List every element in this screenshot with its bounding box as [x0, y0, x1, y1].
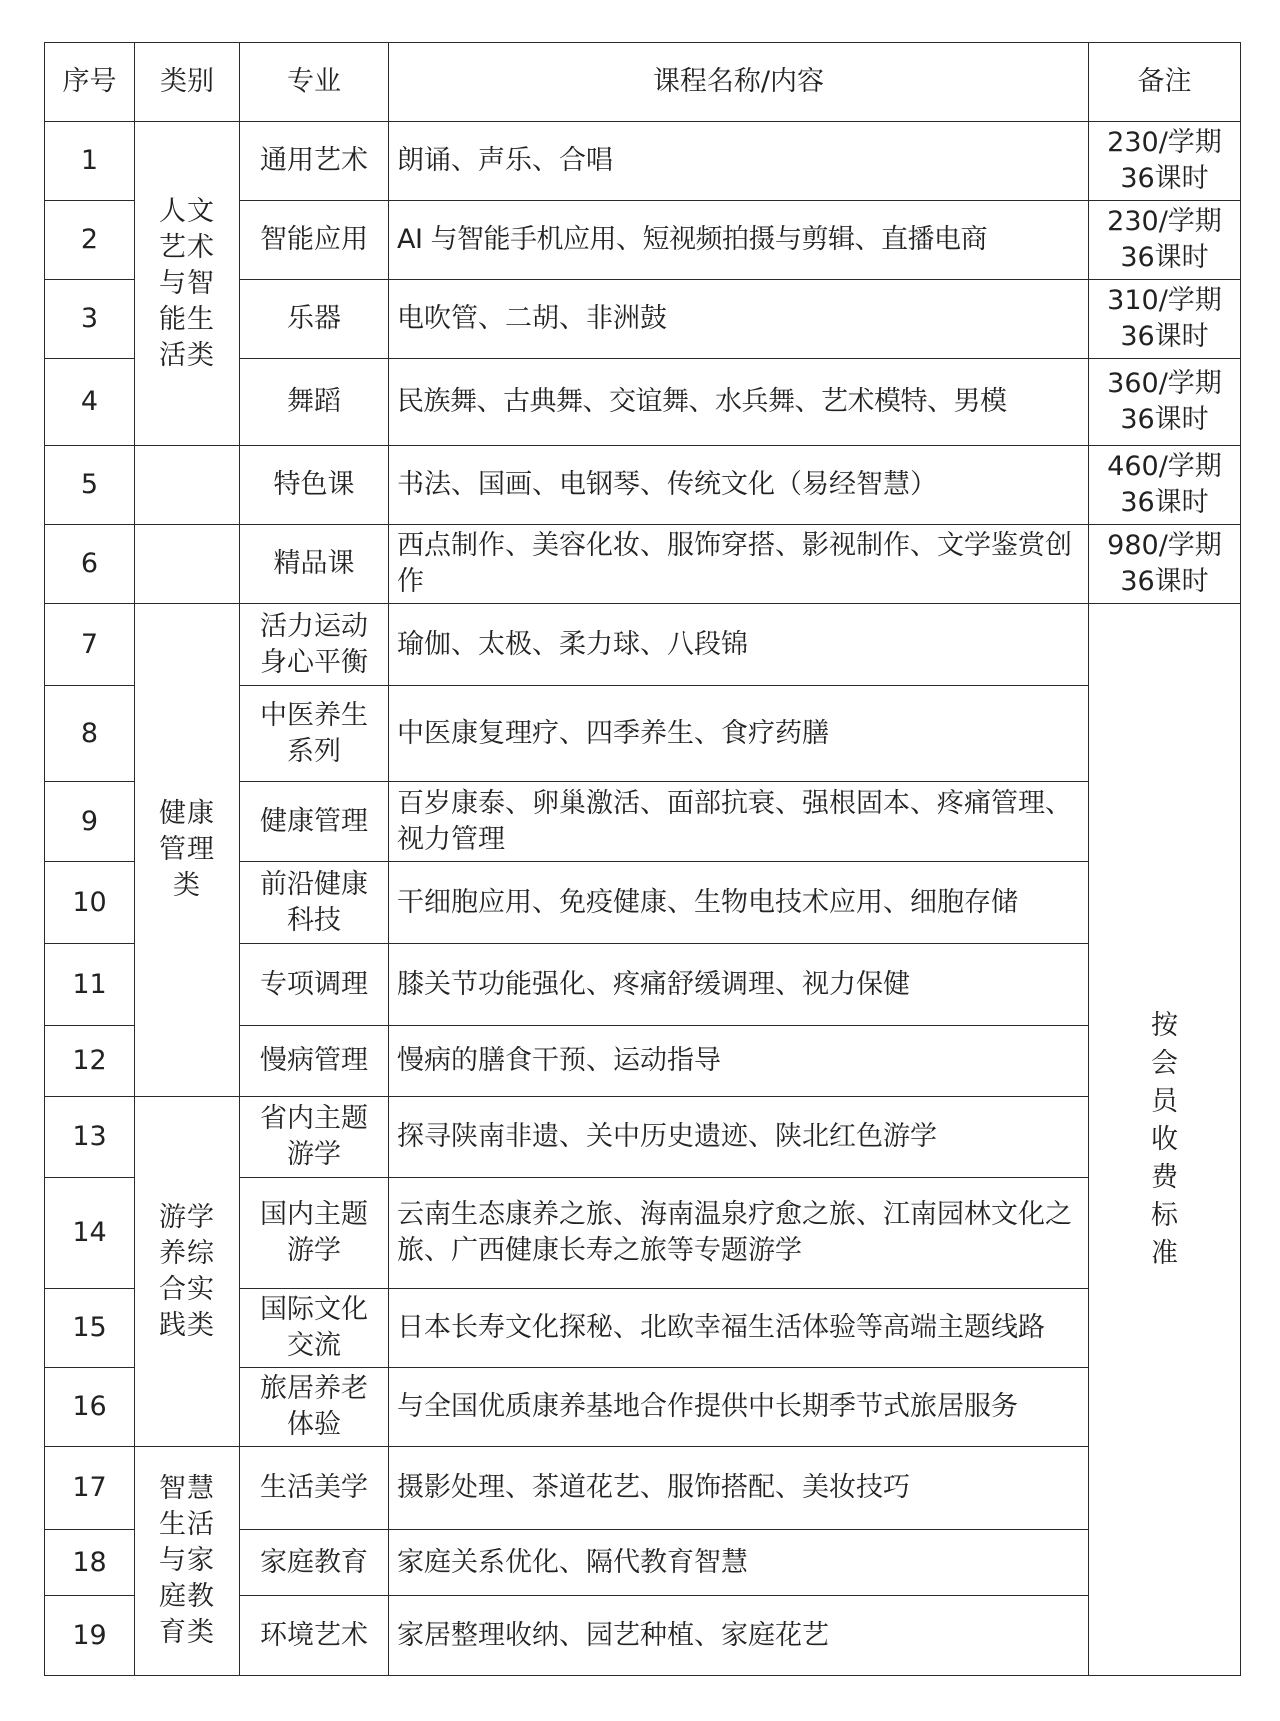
fee-hours: 36课时 — [1120, 163, 1209, 194]
row-number: 9 — [45, 782, 135, 862]
row-number: 15 — [45, 1289, 135, 1368]
major-cell: 环境艺术 — [240, 1596, 389, 1676]
fee-hours: 36课时 — [1120, 242, 1209, 273]
fee-cell — [1089, 122, 1241, 201]
content-cell: 朗诵、声乐、合唱 — [389, 122, 1089, 201]
header-seq: 序号 — [45, 43, 135, 122]
fee-hours: 36课时 — [1120, 321, 1209, 352]
row-number: 10 — [45, 862, 135, 944]
row-number: 6 — [45, 525, 135, 604]
row-number: 3 — [45, 280, 135, 359]
major-cell: 乐器 — [240, 280, 389, 359]
fee-cell — [1089, 280, 1241, 359]
fee-hours: 36课时 — [1120, 487, 1209, 518]
content-cell: 干细胞应用、免疫健康、生物电技术应用、细胞存储 — [389, 862, 1089, 944]
content-cell: 百岁康泰、卵巢激活、面部抗衰、强根固本、疼痛管理、视力管理 — [389, 782, 1089, 862]
category-cell-empty — [135, 446, 240, 525]
major-cell: 生活美学 — [240, 1447, 389, 1530]
row-number: 2 — [45, 201, 135, 280]
header-row — [45, 43, 1241, 122]
row-number: 8 — [45, 686, 135, 782]
fee-amount: 230/学期 — [1107, 206, 1222, 237]
major-cell: 前沿健康科技 — [240, 862, 389, 944]
header-note: 备注 — [1089, 43, 1241, 122]
fee-cell — [1089, 201, 1241, 280]
category-study-tour: 游学养综合实践类 — [159, 1201, 215, 1341]
major-cell: 舞蹈 — [240, 359, 389, 446]
content-cell: 探寻陕南非遗、关中历史遗迹、陕北红色游学 — [389, 1097, 1089, 1178]
member-fee-note — [1089, 604, 1241, 1676]
table-row — [45, 604, 1241, 686]
category-cell-empty — [135, 525, 240, 604]
major-cell: 中医养生系列 — [240, 686, 389, 782]
row-number: 7 — [45, 604, 135, 686]
row-number: 18 — [45, 1530, 135, 1596]
content-cell: 民族舞、古典舞、交谊舞、水兵舞、艺术模特、男模 — [389, 359, 1089, 446]
fee-hours: 36课时 — [1120, 566, 1209, 597]
fee-cell — [1089, 446, 1241, 525]
major-cell: 健康管理 — [240, 782, 389, 862]
fee-amount: 230/学期 — [1107, 127, 1222, 158]
category-humanities: 人文艺术与智能生活类 — [159, 195, 215, 371]
major-cell: 国际文化交流 — [240, 1289, 389, 1368]
row-number: 11 — [45, 944, 135, 1026]
content-cell: 家庭关系优化、隔代教育智慧 — [389, 1530, 1089, 1596]
course-table — [44, 42, 1241, 1676]
major-cell: 慢病管理 — [240, 1026, 389, 1097]
major-cell: 国内主题游学 — [240, 1178, 389, 1289]
major-cell: 旅居养老体验 — [240, 1368, 389, 1447]
content-cell: 与全国优质康养基地合作提供中长期季节式旅居服务 — [389, 1368, 1089, 1447]
table-row — [45, 525, 1241, 604]
table-row — [45, 446, 1241, 525]
row-number: 13 — [45, 1097, 135, 1178]
category-cell — [135, 1097, 240, 1447]
row-number: 14 — [45, 1178, 135, 1289]
category-wisdom: 智慧生活与家庭教育类 — [159, 1473, 215, 1648]
content-cell: 家居整理收纳、园艺种植、家庭花艺 — [389, 1596, 1089, 1676]
content-cell: 云南生态康养之旅、海南温泉疗愈之旅、江南园林文化之旅、广西健康长寿之旅等专题游学 — [389, 1178, 1089, 1289]
header-category: 类别 — [135, 43, 240, 122]
major-cell: 精品课 — [240, 525, 389, 604]
fee-cell — [1089, 359, 1241, 446]
content-cell: 摄影处理、茶道花艺、服饰搭配、美妆技巧 — [389, 1447, 1089, 1530]
row-number: 5 — [45, 446, 135, 525]
content-cell: 慢病的膳食干预、运动指导 — [389, 1026, 1089, 1097]
content-cell: 西点制作、美容化妆、服饰穿搭、影视制作、文学鉴赏创作 — [389, 525, 1089, 604]
row-number: 1 — [45, 122, 135, 201]
category-cell — [135, 122, 240, 446]
row-number: 12 — [45, 1026, 135, 1097]
major-cell: 专项调理 — [240, 944, 389, 1026]
category-health: 健康管理类 — [159, 798, 215, 901]
table-row — [45, 1097, 1241, 1178]
table-row — [45, 122, 1241, 201]
major-cell: 活力运动身心平衡 — [240, 604, 389, 686]
major-cell: 通用艺术 — [240, 122, 389, 201]
fee-amount: 360/学期 — [1107, 368, 1222, 399]
fee-amount: 310/学期 — [1107, 285, 1222, 316]
content-cell: 中医康复理疗、四季养生、食疗药膳 — [389, 686, 1089, 782]
category-cell — [135, 604, 240, 1097]
member-fee-note-text: 按会员收费标准 — [1151, 1009, 1178, 1269]
fee-hours: 36课时 — [1120, 404, 1209, 435]
content-cell: 电吹管、二胡、非洲鼓 — [389, 280, 1089, 359]
content-cell: 膝关节功能强化、疼痛舒缓调理、视力保健 — [389, 944, 1089, 1026]
content-cell: 瑜伽、太极、柔力球、八段锦 — [389, 604, 1089, 686]
major-cell: 智能应用 — [240, 201, 389, 280]
fee-amount: 980/学期 — [1107, 530, 1222, 561]
header-content: 课程名称/内容 — [389, 43, 1089, 122]
table-row — [45, 1447, 1241, 1530]
content-cell: 书法、国画、电钢琴、传统文化（易经智慧） — [389, 446, 1089, 525]
major-cell: 特色课 — [240, 446, 389, 525]
content-cell: 日本长寿文化探秘、北欧幸福生活体验等高端主题线路 — [389, 1289, 1089, 1368]
major-cell: 家庭教育 — [240, 1530, 389, 1596]
row-number: 19 — [45, 1596, 135, 1676]
header-major: 专业 — [240, 43, 389, 122]
row-number: 16 — [45, 1368, 135, 1447]
row-number: 4 — [45, 359, 135, 446]
fee-cell — [1089, 525, 1241, 604]
category-cell — [135, 1447, 240, 1676]
row-number: 17 — [45, 1447, 135, 1530]
major-cell: 省内主题游学 — [240, 1097, 389, 1178]
fee-amount: 460/学期 — [1107, 451, 1222, 482]
content-cell: AI 与智能手机应用、短视频拍摄与剪辑、直播电商 — [389, 201, 1089, 280]
